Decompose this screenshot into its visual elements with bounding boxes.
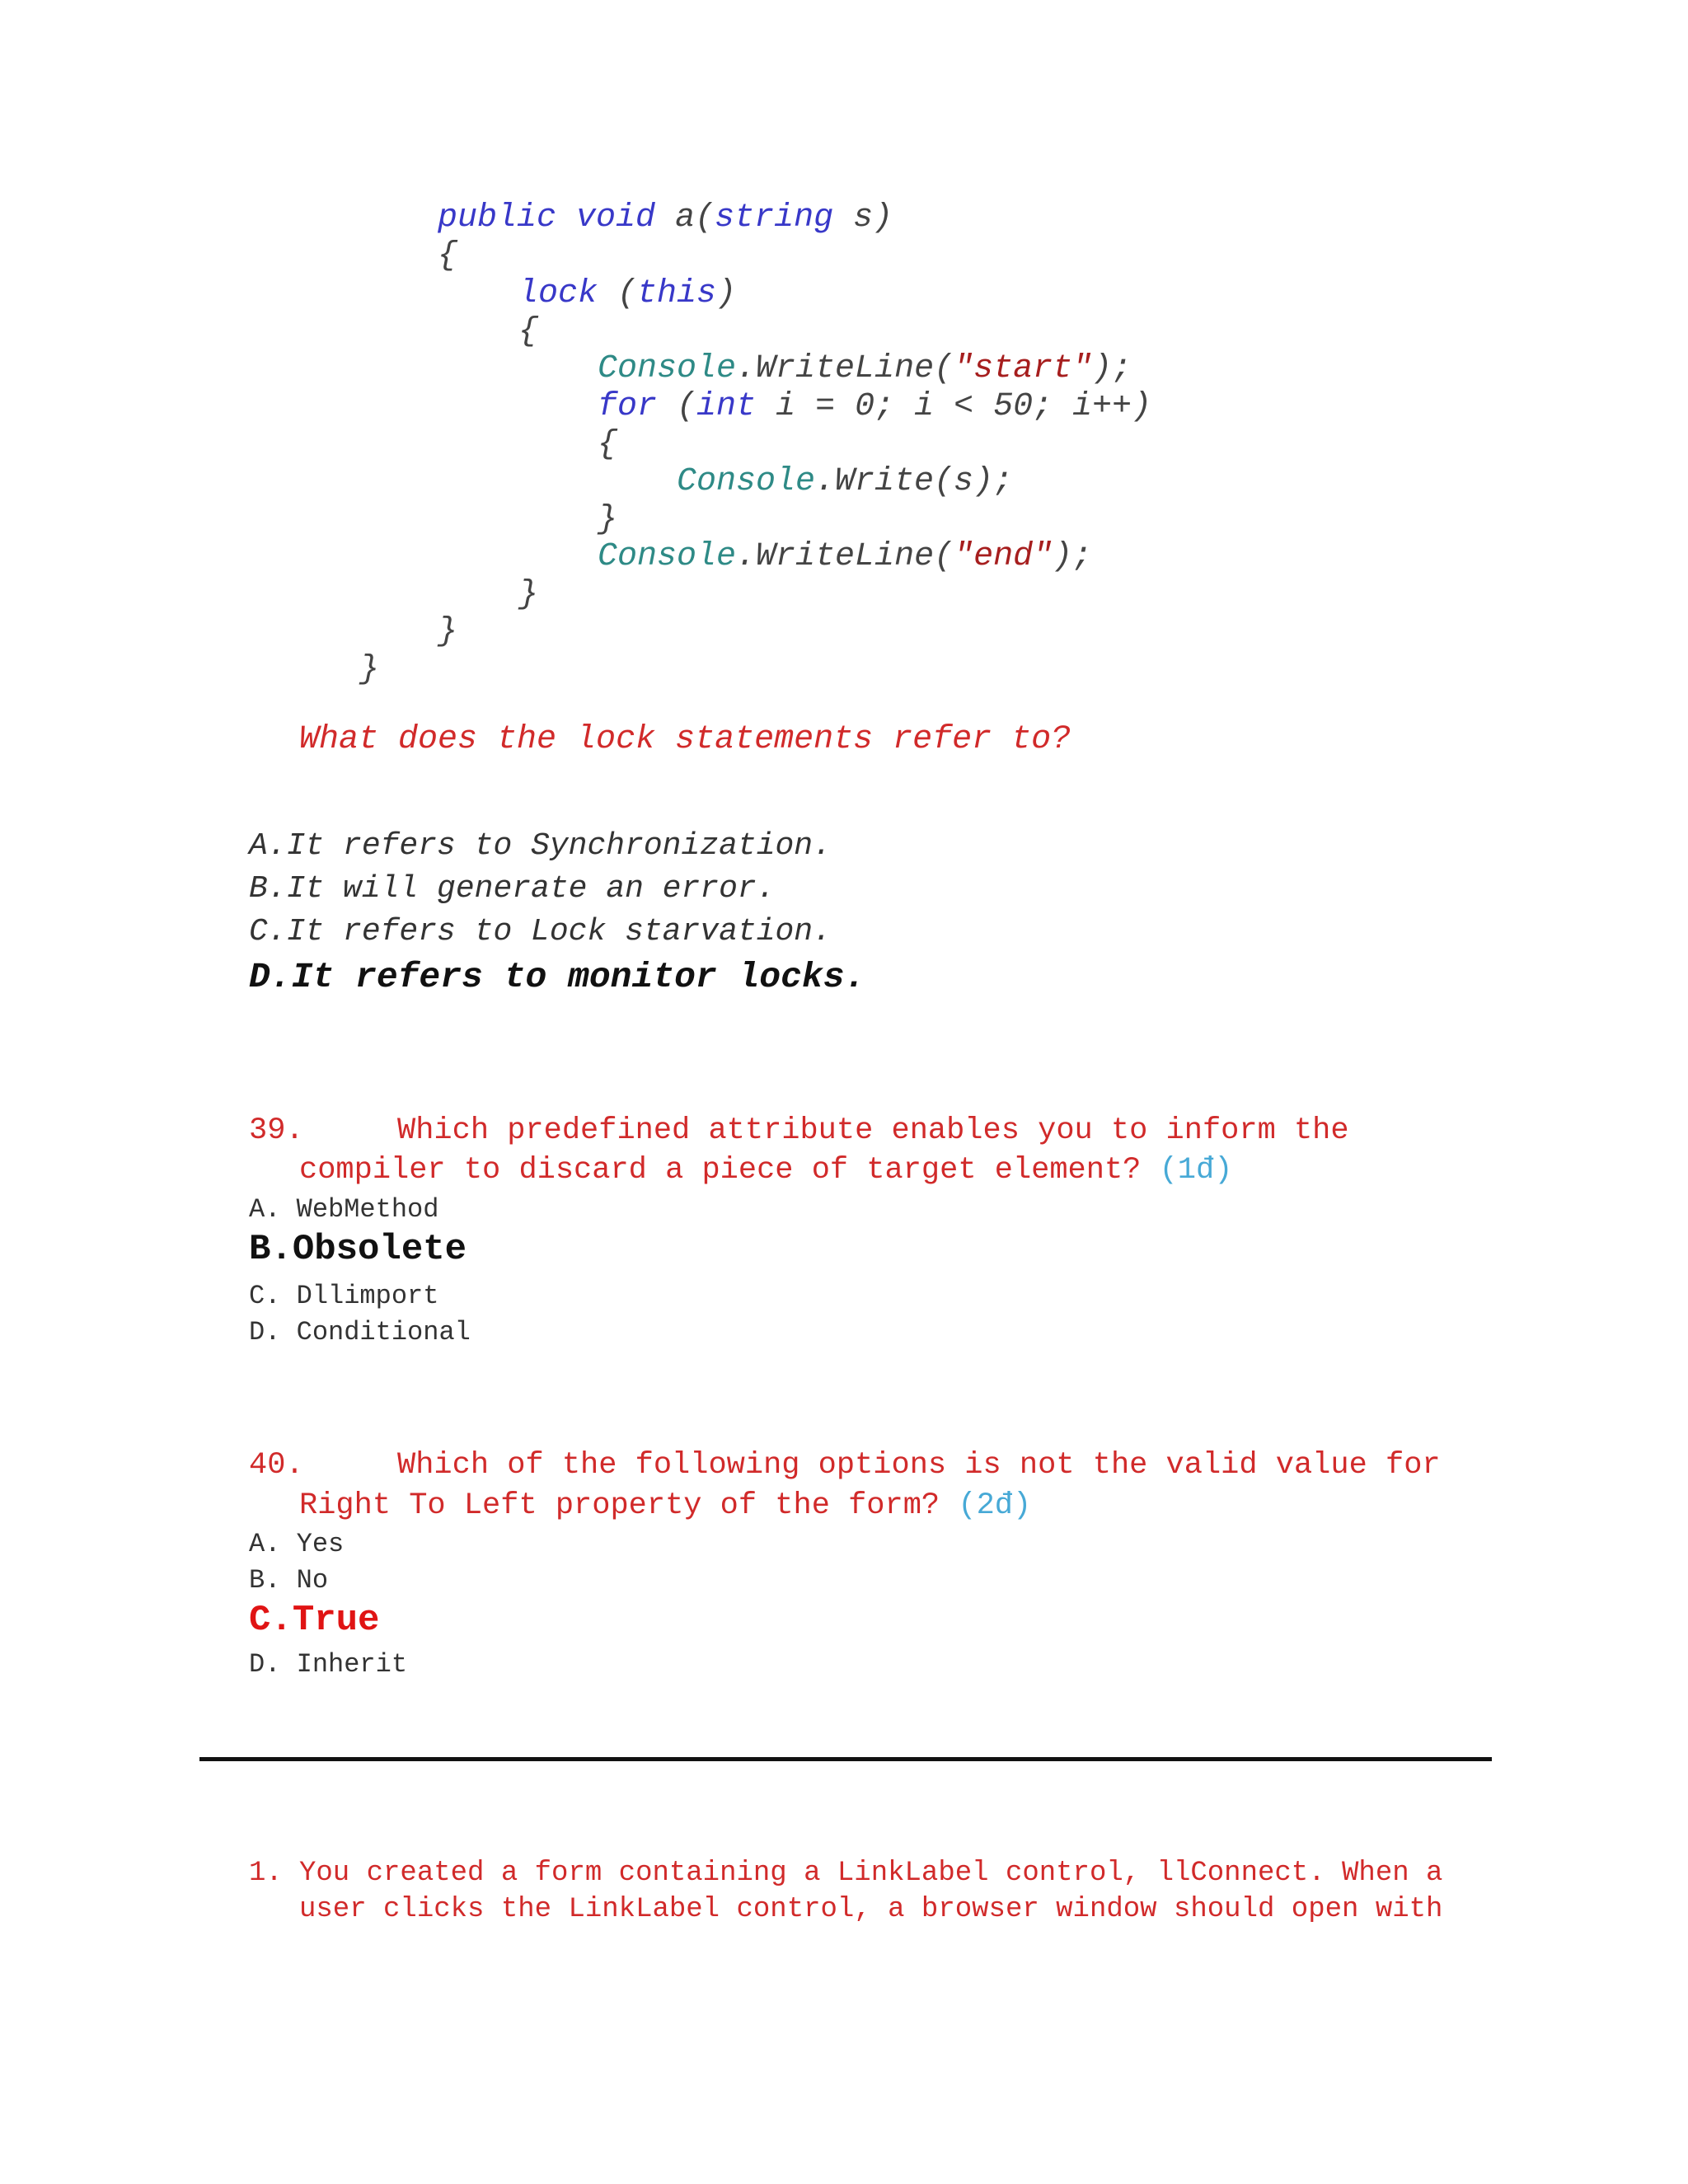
code-line-brace: {	[438, 237, 458, 274]
question-39-number: 39.	[249, 1113, 304, 1148]
q38-option-b: B.It will generate an error.	[249, 871, 776, 907]
q39-option-d: D. Conditional	[249, 1317, 471, 1347]
code-line-brace: {	[518, 313, 539, 350]
question-1-line2: user clicks the LinkLabel control, a browser window should open with	[299, 1894, 1443, 1925]
code-line-writeline-end: Console.WriteLine("end");	[598, 538, 1093, 575]
q40-option-a: A. Yes	[249, 1529, 345, 1559]
code-line-for: for (int i = 0; i < 50; i++)	[598, 388, 1152, 425]
code-line-brace: }	[518, 576, 539, 613]
question-38-text: What does the lock statements refer to?	[299, 721, 1071, 758]
code-line-writeline-start: Console.WriteLine("start");	[598, 350, 1132, 387]
code-line-signature: public void a(string s)	[438, 199, 893, 237]
code-line-brace: {	[598, 426, 618, 463]
q38-option-a: A.It refers to Synchronization.	[249, 828, 832, 864]
q40-option-d: D. Inherit	[249, 1649, 408, 1680]
question-40-line2: Right To Left property of the form? (2đ)	[299, 1488, 1032, 1523]
q39-option-a: A. WebMethod	[249, 1194, 439, 1225]
q38-option-d-answer: D.It refers to monitor locks.	[249, 957, 866, 997]
points-badge: (2đ)	[958, 1488, 1032, 1523]
code-line-brace: }	[598, 501, 618, 538]
section-divider	[199, 1757, 1492, 1761]
question-1-number: 1.	[249, 1858, 283, 1889]
question-1-line1: You created a form containing a LinkLabel control, llConnect. When a	[299, 1858, 1443, 1889]
q39-option-c: C. Dllimport	[249, 1281, 439, 1311]
question-39-line1: Which predefined attribute enables you to inform the	[397, 1113, 1349, 1148]
q38-option-c: C.It refers to Lock starvation.	[249, 914, 832, 949]
q39-option-b-answer: B.Obsolete	[249, 1229, 467, 1270]
code-line-brace: }	[359, 651, 380, 688]
points-badge: (1đ)	[1159, 1153, 1233, 1188]
question-40-number: 40.	[249, 1448, 304, 1483]
q40-option-c-answer: C.True	[249, 1600, 380, 1641]
code-line-lock: lock (this)	[518, 275, 737, 312]
code-line-brace: }	[438, 613, 458, 650]
code-line-write: Console.Write(s);	[677, 463, 1014, 500]
q40-option-b: B. No	[249, 1565, 329, 1596]
question-39-line2: compiler to discard a piece of target element? (1đ)	[299, 1153, 1233, 1188]
question-40-line1: Which of the following options is not the valid value for	[397, 1448, 1441, 1483]
